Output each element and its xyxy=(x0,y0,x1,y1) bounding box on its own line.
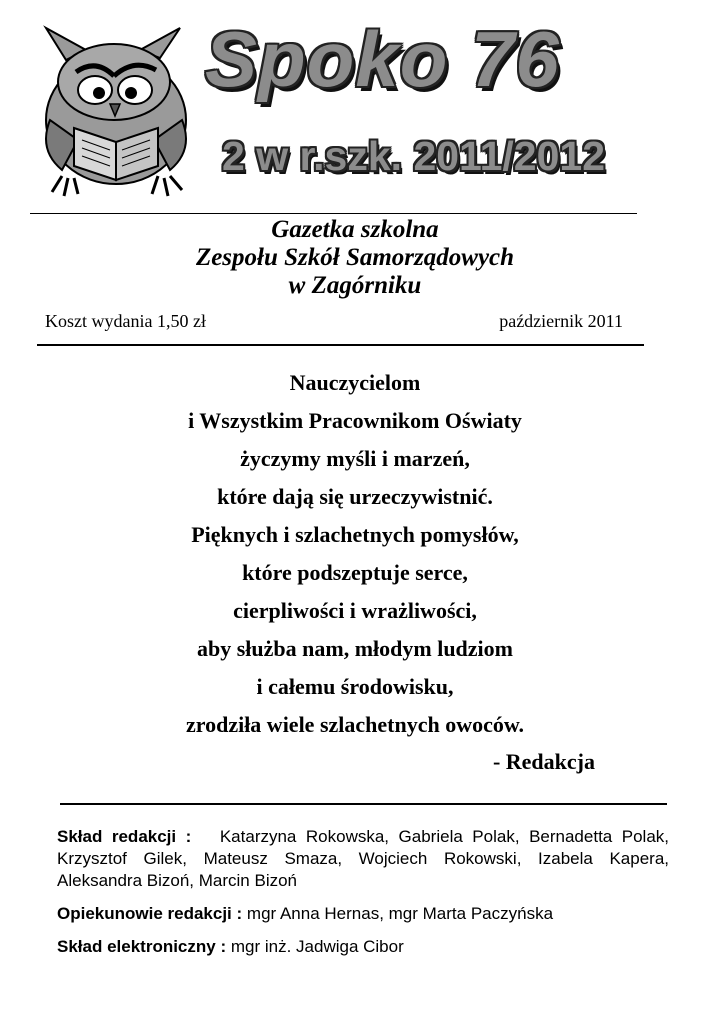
divider-bottom xyxy=(60,803,667,805)
greeting-line: zrodziła wiele szlachetnych owoców. xyxy=(185,712,525,737)
greeting-line: i całemu środowisku, xyxy=(256,674,454,699)
greeting-signature: - Redakcja xyxy=(492,749,595,774)
issue-price: Koszt wydania 1,50 zł xyxy=(45,311,206,331)
divider-top xyxy=(30,213,637,214)
issue-date: październik 2011 xyxy=(499,311,623,331)
issue-number: 2 w r.szk. 2011/2012 xyxy=(222,133,605,179)
editorial-team-label: Skład redakcji : xyxy=(57,827,192,846)
owl-reading-book-icon xyxy=(28,20,204,198)
greeting-line: które podszeptuje serce, xyxy=(242,560,468,585)
publication-type: Gazetka szkolna xyxy=(271,216,439,243)
school-name: Zespołu Szkół Samorządowych xyxy=(195,244,515,271)
typesetting xyxy=(57,936,669,958)
greeting-line: życzymy myśli i marzeń, xyxy=(240,446,470,471)
divider-middle xyxy=(37,344,644,346)
supervisors-names: mgr Anna Hernas, mgr Marta Paczyńska xyxy=(246,904,554,923)
editorial-team-members: Katarzyna Rokowska, Gabriela Polak, Bernadetta Polak, Krzysztof Gilek, Mateusz Smaza, Wojciech Rokowski, Izabela Kapera, Aleksandra Bizoń, Marcin Bizoń xyxy=(57,827,669,890)
supervisors xyxy=(57,903,669,925)
typesetting-name: mgr inż. Jadwiga Cibor xyxy=(230,937,404,956)
editorial-team xyxy=(57,826,669,892)
greeting-line: Pięknych i szlachetnych pomysłów, xyxy=(191,522,519,547)
publication-header xyxy=(100,216,610,300)
greeting-text xyxy=(90,364,620,744)
school-location: w Zagórniku xyxy=(288,272,422,299)
typesetting-label: Skład elektroniczny : xyxy=(57,937,227,956)
credits-section xyxy=(57,826,669,969)
greeting-line: cierpliwości i wrażliwości, xyxy=(233,598,477,623)
newsletter-title: Spoko 76 xyxy=(205,15,560,103)
greeting-line: i Wszystkim Pracownikom Oświaty xyxy=(188,408,522,433)
greeting-line: aby służba nam, młodym ludziom xyxy=(197,636,513,661)
greeting-line: Nauczycielom xyxy=(289,370,421,395)
supervisors-label: Opiekunowie redakcji : xyxy=(57,904,243,923)
greeting-line: które dają się urzeczywistnić. xyxy=(217,484,493,509)
